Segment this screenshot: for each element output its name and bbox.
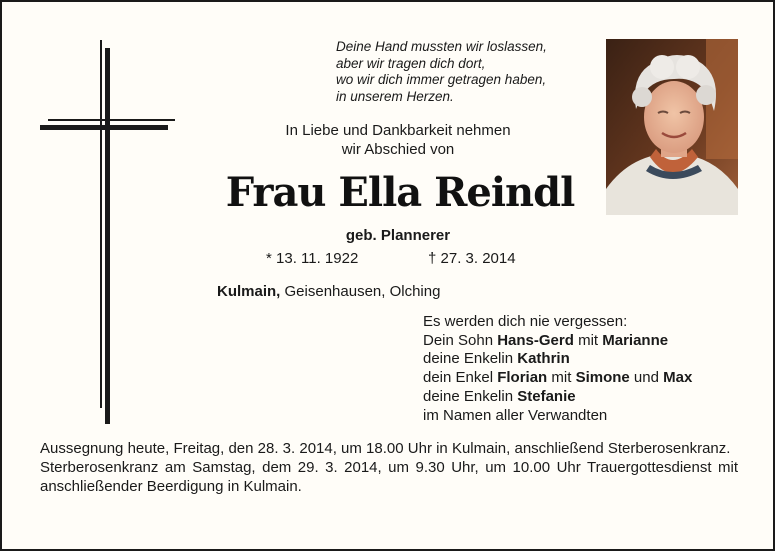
birth-date: * 13. 11. 1922 — [266, 250, 359, 267]
intro-line: wir Abschied von — [341, 141, 455, 158]
text: deine Enkelin — [423, 350, 518, 368]
places — [217, 283, 440, 300]
text: deine Enkelin — [423, 387, 518, 405]
cross-vertical-thick — [105, 48, 110, 424]
notice-paragraph: Sterberosenkranz am Samstag, dem 29. 3. 2014, um 9.30 Uhr, um 10.00 Uhr Trauergottesdienst mit anschließender Beerdigung in Kulmain. — [40, 459, 738, 495]
intro-text — [248, 121, 548, 159]
verse-line: aber wir tragen dich dort, — [336, 55, 486, 71]
mourner-name: Max — [663, 369, 693, 387]
mourner-name: Hans-Gerd — [497, 331, 574, 349]
mourner-name: Stefanie — [517, 387, 576, 405]
text: mit — [573, 331, 603, 349]
mourner-name: Florian — [497, 369, 548, 387]
mourners-heading: Es werden dich nie vergessen: — [423, 313, 628, 330]
portrait-photo — [606, 39, 738, 215]
cross-horizontal-thick — [40, 125, 168, 130]
cross-horizontal-thin — [48, 119, 175, 121]
death-date: † 27. 3. 2014 — [428, 250, 516, 267]
mourners-closing: im Namen aller Verwandten — [423, 406, 608, 424]
birth-name: geb. Plannerer — [345, 227, 451, 244]
text: und — [629, 369, 664, 387]
mourners-list — [423, 313, 692, 425]
text: mit — [547, 369, 576, 387]
mourner-name: Marianne — [602, 331, 669, 349]
verse-line: in unserem Herzen. — [336, 88, 454, 104]
portrait-image — [606, 39, 738, 215]
mourner-line — [423, 350, 692, 369]
mourner-name: Kathrin — [517, 350, 570, 368]
mourner-line — [423, 369, 692, 388]
deceased-name: Frau Ella Reindl — [225, 169, 575, 216]
service-notice — [40, 439, 738, 496]
place-others: Geisenhausen, Olching — [284, 283, 441, 300]
cross-vertical-thin — [100, 40, 102, 408]
verse-line: wo wir dich immer getragen haben, — [336, 72, 547, 87]
notice-paragraph: Aussegnung heute, Freitag, den 28. 3. 2014, um 18.00 Uhr in Kulmain, anschließend Sterberosenkranz. — [40, 440, 731, 457]
intro-line: In Liebe und Dankbarkeit nehmen — [285, 122, 511, 139]
mourner-line — [423, 332, 692, 351]
text: dein Enkel — [423, 369, 498, 387]
text: Dein Sohn — [423, 331, 498, 349]
place-main: Kulmain, — [217, 283, 281, 300]
mourner-name: Simone — [575, 369, 630, 387]
mourner-line — [423, 388, 692, 407]
verse-line: Deine Hand mussten wir loslassen, — [336, 39, 547, 54]
verse — [336, 39, 596, 105]
